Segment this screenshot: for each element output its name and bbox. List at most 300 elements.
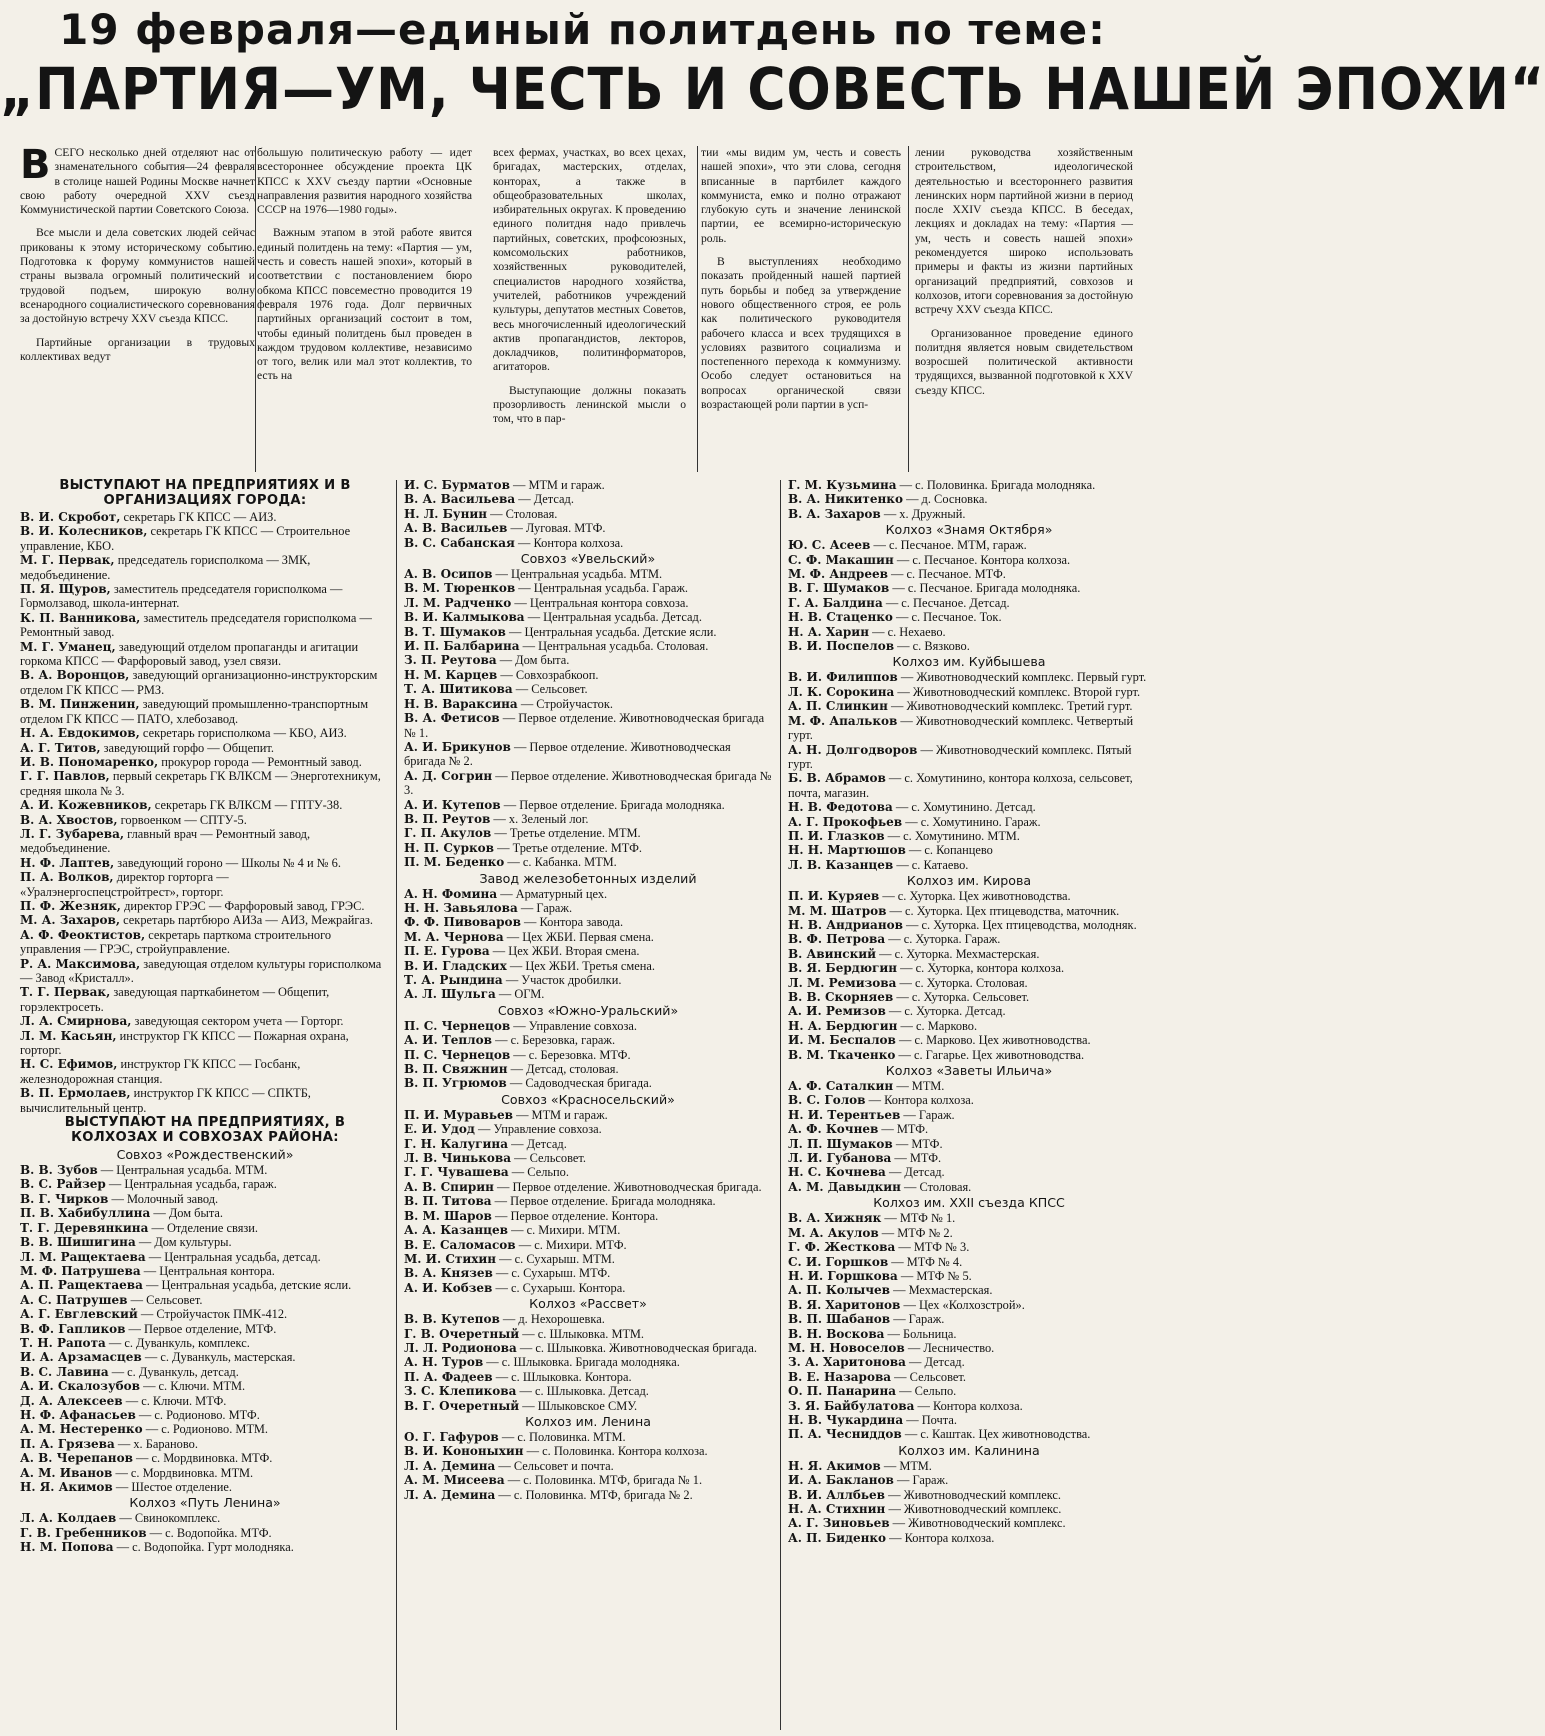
speaker-entry bbox=[20, 697, 390, 726]
speaker-assignment: — Детсад, столовая. bbox=[507, 1062, 619, 1077]
speaker-name: В. И. Поспелов bbox=[788, 639, 895, 654]
speaker-assignment: — с. Михири. МТФ. bbox=[515, 1237, 627, 1252]
speaker-entry bbox=[20, 1408, 390, 1422]
speaker-entry bbox=[20, 1322, 390, 1336]
speaker-entry bbox=[788, 1298, 1150, 1312]
speaker-assignment: — с. Водопойка. МТФ. bbox=[146, 1525, 272, 1540]
speaker-assignment: — с. Копанцево bbox=[905, 843, 993, 858]
speaker-entry bbox=[404, 915, 772, 929]
speaker-name: А. В. Осипов bbox=[404, 567, 493, 582]
speaker-entry bbox=[20, 640, 390, 669]
speaker-name: Н. В. Чукардина bbox=[788, 1412, 904, 1427]
speaker-assignment: — с. Березовка. МТФ. bbox=[510, 1047, 631, 1062]
speaker-assignment: — с. Песчаное. МТМ, гараж. bbox=[870, 538, 1027, 553]
speaker-assignment: — Сельпо. bbox=[896, 1384, 957, 1399]
speaker-name: Л. В. Чинькова bbox=[404, 1151, 512, 1166]
speaker-name: К. П. Ванникова, bbox=[20, 610, 141, 625]
headline bbox=[0, 5, 1545, 124]
speaker-entry bbox=[20, 1264, 390, 1278]
speaker-assignment: — с. Водопойка. Гурт молодняка. bbox=[113, 1540, 294, 1555]
speaker-name: Н. Я. Акимов bbox=[788, 1458, 881, 1473]
speaker-assignment: — с. Хуторка. Цех птицеводства, маточник. bbox=[886, 903, 1120, 918]
speaker-assignment: секретарь горисполкома — КБО, АИЗ. bbox=[139, 726, 347, 741]
speaker-assignment: — Сельсовет и почта. bbox=[495, 1458, 614, 1473]
speaker-assignment: — д. Сосновка. bbox=[902, 492, 988, 507]
speaker-entry bbox=[20, 1163, 390, 1177]
headline-line-2: „ПАРТИЯ—УМ, ЧЕСТЬ И СОВЕСТЬ НАШЕЙ ЭПОХИ“ bbox=[0, 56, 1545, 124]
speaker-assignment: — Гараж. bbox=[893, 1473, 949, 1488]
speaker-assignment: — Контора завода. bbox=[520, 915, 624, 930]
speaker-assignment: секретарь ГК ВЛКСМ — ГПТУ-38. bbox=[151, 798, 343, 813]
speaker-assignment: — Лесничество. bbox=[904, 1340, 995, 1355]
speaker-entry bbox=[404, 1341, 772, 1355]
speaker-assignment: — с. Шлыковка. Контора. bbox=[492, 1369, 632, 1384]
speaker-entry bbox=[788, 961, 1150, 975]
speaker-assignment: — Свинокомплекс. bbox=[116, 1511, 221, 1526]
speaker-name: П. И. Куряев bbox=[788, 889, 880, 904]
section-heading: Колхоз им. XXII съезда КПСС bbox=[873, 1195, 1065, 1211]
speaker-entry bbox=[20, 1014, 390, 1028]
speaker-entry bbox=[788, 1151, 1150, 1165]
speaker-entry bbox=[20, 582, 390, 611]
speaker-name: В. М. Пинженин, bbox=[20, 697, 140, 712]
speaker-entry bbox=[788, 932, 1150, 946]
speaker-name: А. И. Теплов bbox=[404, 1033, 492, 1048]
speaker-entry bbox=[788, 507, 1150, 521]
speaker-name: Л. М. Касьян, bbox=[20, 1028, 117, 1043]
speaker-assignment: — с. Сухарыш. МТМ. bbox=[496, 1251, 615, 1266]
speaker-name: Н. В. Федотова bbox=[788, 800, 893, 815]
speaker-entry bbox=[788, 1033, 1150, 1047]
speaker-entry bbox=[788, 1269, 1150, 1283]
speaker-assignment: — Контора колхоза. bbox=[886, 1530, 995, 1545]
speaker-name: Л. А. Демина bbox=[404, 1458, 496, 1473]
section-heading: ВЫСТУПАЮТ НА ПРЕДПРИЯТИЯХ И В ОРГАНИЗАЦИЯХ ГОРОДА: bbox=[59, 478, 351, 508]
speaker-assignment: — МТМ. bbox=[880, 1458, 932, 1473]
speaker-assignment: — с. Шлыковка. Животноводческая бригада. bbox=[516, 1340, 757, 1355]
speaker-assignment: — Сельсовет. bbox=[127, 1292, 203, 1307]
speaker-entry bbox=[404, 1399, 772, 1413]
speaker-name: Л. А. Колдаев bbox=[20, 1511, 117, 1526]
article-paragraph: Организованное проведение единого политдня является новым свидетельством возросшей политической активности трудящихся, вызванной подготовкой к XXV съезду КПСС. bbox=[915, 326, 1133, 397]
speaker-name: В. М. Ткаченко bbox=[788, 1047, 896, 1062]
speaker-entry bbox=[404, 1327, 772, 1341]
speaker-assignment: — Луговая. МТФ. bbox=[507, 521, 606, 536]
speaker-name: В. А. Никитенко bbox=[788, 492, 903, 507]
speaker-assignment: — Управление совхоза. bbox=[474, 1122, 602, 1137]
speakers-list-column-3 bbox=[788, 478, 1150, 1732]
speaker-name: В. П. Ермолаев, bbox=[20, 1086, 131, 1101]
speaker-name: С. Ф. Макашин bbox=[788, 552, 894, 567]
speaker-entry bbox=[788, 1004, 1150, 1018]
speaker-entry bbox=[20, 1293, 390, 1307]
speaker-assignment: — Дом быта. bbox=[496, 653, 570, 668]
speaker-entry bbox=[404, 1223, 772, 1237]
speaker-name: М. Г. Первак, bbox=[20, 553, 115, 568]
speaker-assignment: — с. Шлыковка. Бригада молодняка. bbox=[483, 1355, 680, 1370]
column-rule bbox=[255, 146, 256, 472]
speaker-name: В. Е. Саломасов bbox=[404, 1237, 516, 1252]
speaker-assignment: — с. Хуторка. Мехмастерская. bbox=[876, 946, 1040, 961]
speaker-entry bbox=[788, 1108, 1150, 1122]
speaker-name: М. А. Акулов bbox=[788, 1225, 879, 1240]
speaker-assignment: — Управление совхоза. bbox=[510, 1018, 637, 1033]
speaker-name: А. Г. Евглевский bbox=[20, 1307, 138, 1322]
speaker-entry bbox=[20, 1480, 390, 1494]
speaker-entry bbox=[404, 987, 772, 1001]
speaker-entry bbox=[404, 1444, 772, 1458]
speaker-name: В. И. Кононыхин bbox=[404, 1444, 524, 1459]
speaker-name: Л. Г. Зубарева, bbox=[20, 826, 125, 841]
speaker-name: В. П. Свяжнин bbox=[404, 1062, 508, 1077]
speaker-assignment: — с. Катаево. bbox=[893, 857, 969, 872]
speaker-entry bbox=[404, 653, 772, 667]
speaker-entry bbox=[404, 812, 772, 826]
speaker-assignment: — ОГМ. bbox=[495, 987, 545, 1002]
speaker-name: Л. А. Демина bbox=[404, 1487, 496, 1502]
speaker-assignment: — с. Каштак. Цех животноводства. bbox=[901, 1427, 1091, 1442]
speaker-name: Г. М. Кузьмина bbox=[788, 478, 897, 492]
speaker-entry bbox=[788, 829, 1150, 843]
speaker-assignment: инструктор ГК КПСС — СПКТБ, вычислительный центр. bbox=[20, 1086, 311, 1115]
speaker-assignment: — Шестое отделение. bbox=[112, 1480, 232, 1494]
speaker-name: А. Н. Фомина bbox=[404, 886, 498, 901]
speaker-assignment: секретарь ГК КПСС — АИЗ. bbox=[120, 510, 277, 524]
speaker-name: Н. Ф. Лаптев, bbox=[20, 855, 115, 870]
speaker-entry bbox=[788, 1122, 1150, 1136]
speaker-name: В. И. Колесников, bbox=[20, 524, 148, 539]
article-paragraph: Важным этапом в этой работе явится единый политдень на тему: «Партия — ум, честь и совесть нашей эпохи», который в соответствии с постановлением бюро обкома КПСС повсеместно проводится 19 февраля 1976 года. Долг первичных партийных организаций состоит в том, чтобы единый политдень был проведен в каждом трудовом коллективе, независимо от того, велик или мал этот коллектив, то есть на bbox=[257, 226, 472, 383]
speaker-name: Н. А. Бердюгин bbox=[788, 1018, 898, 1033]
speaker-name: М. Ф. Андреев bbox=[788, 567, 888, 582]
speaker-name: Н. И. Горшкова bbox=[788, 1268, 898, 1283]
speaker-assignment: — Животноводческий комплекс. bbox=[889, 1516, 1066, 1531]
speaker-assignment: — Центральная усадьба. Детские ясли. bbox=[505, 624, 717, 639]
speaker-assignment: — с. Ключи. МТФ. bbox=[122, 1393, 227, 1408]
speaker-name: А. Д. Согрин bbox=[404, 768, 493, 783]
article-paragraph: СЕГО несколько дней отделяют нас от знаменательного события—24 февраля в столице нашей Родины Москве начнет свою работу очередной XXV съезд Коммунистической партии Советского Союза. bbox=[20, 146, 255, 217]
speaker-assignment: — с. Песчаное. Детсад. bbox=[882, 595, 1010, 610]
speaker-name: Г. Ф. Жесткова bbox=[788, 1240, 896, 1255]
speaker-name: Ю. С. Асеев bbox=[788, 538, 871, 553]
speaker-assignment: — с. Михири. МТМ. bbox=[508, 1223, 621, 1238]
speaker-assignment: — с. Дуванкуль, мастерская. bbox=[141, 1350, 296, 1365]
speaker-name: В. Ф. Петрова bbox=[788, 932, 886, 947]
speaker-name: М. И. Стихин bbox=[404, 1251, 497, 1266]
speaker-name: А. В. Черепанов bbox=[20, 1451, 133, 1466]
speaker-name: Г. А. Балдина bbox=[788, 595, 883, 610]
speaker-assignment: — с. Половинка. Контора колхоза. bbox=[523, 1444, 708, 1459]
section-heading: Совхоз «Южно-Уральский» bbox=[497, 1002, 679, 1018]
speaker-name: Л. К. Сорокина bbox=[788, 684, 895, 699]
section-heading: Колхоз им. Калинина bbox=[898, 1442, 1040, 1458]
speaker-assignment: заведующий гороно — Школы № 4 и № 6. bbox=[114, 855, 341, 870]
speaker-entry bbox=[404, 536, 772, 550]
speaker-name: А. П. Ращектаева bbox=[20, 1278, 143, 1293]
speaker-name: Т. Г. Деревянкина bbox=[20, 1220, 149, 1235]
speaker-assignment: — Столовая. bbox=[900, 1179, 972, 1194]
speaker-entry bbox=[788, 1488, 1150, 1502]
speaker-entry bbox=[788, 1370, 1150, 1384]
speaker-entry bbox=[404, 1238, 772, 1252]
speaker-name: Н. М. Карцев bbox=[404, 667, 498, 682]
speaker-entry bbox=[20, 813, 390, 827]
speaker-assignment: — с. Нехаево. bbox=[868, 624, 946, 639]
column-rule bbox=[697, 146, 698, 472]
drop-cap: В bbox=[20, 142, 51, 188]
speaker-entry bbox=[20, 1192, 390, 1206]
speaker-entry bbox=[404, 901, 772, 915]
speaker-name: А. Н. Долгодворов bbox=[788, 742, 918, 757]
speaker-assignment: — Сельпо. bbox=[508, 1165, 569, 1180]
article-paragraph: большую политическую работу — идет всестороннее обсуждение проекта ЦК КПСС к XXV съезду партии «Основные направления развития народного хозяйства СССР на 1976—1980 годы». bbox=[257, 146, 472, 217]
speaker-entry bbox=[788, 1341, 1150, 1355]
speaker-assignment: главный врач — Ремонтный завод, медобъединение. bbox=[20, 826, 311, 856]
speaker-assignment: — Центральная контора. bbox=[140, 1263, 275, 1278]
speaker-entry bbox=[404, 973, 772, 987]
speaker-assignment: — с. Песчаное. Контора колхоза. bbox=[893, 552, 1071, 567]
speaker-entry bbox=[788, 889, 1150, 903]
speaker-assignment: — Сельсовет. bbox=[512, 682, 588, 697]
section-heading: Колхоз «Рассвет» bbox=[529, 1296, 647, 1312]
speaker-assignment: — с. Сухарыш. Контора. bbox=[492, 1280, 626, 1295]
speaker-entry bbox=[788, 918, 1150, 932]
speaker-name: А. М. Иванов bbox=[20, 1465, 113, 1480]
speaker-entry bbox=[788, 1502, 1150, 1516]
speaker-name: П. И. Муравьев bbox=[404, 1107, 513, 1122]
speaker-name: А. М. Мисеева bbox=[404, 1473, 505, 1488]
speaker-name: А. Г. Зиновьев bbox=[788, 1516, 890, 1531]
speaker-entry bbox=[20, 1379, 390, 1393]
speaker-name: В. В. Зубов bbox=[20, 1163, 98, 1178]
speaker-entry bbox=[20, 870, 390, 899]
section-heading: Совхоз «Рождественский» bbox=[116, 1147, 294, 1163]
speaker-name: В. С. Голов bbox=[788, 1093, 866, 1108]
speaker-name: А. В. Спирин bbox=[404, 1179, 494, 1194]
speaker-assignment: — Цех ЖБИ. Первая смена. bbox=[503, 929, 654, 944]
speaker-name: А. В. Васильев bbox=[404, 521, 508, 536]
speaker-assignment: — Цех «Колхозстрой». bbox=[900, 1297, 1025, 1312]
speaker-assignment: — Дом культуры. bbox=[135, 1235, 232, 1250]
speaker-entry bbox=[788, 581, 1150, 595]
speaker-entry bbox=[404, 1209, 772, 1223]
article-paragraph: лении руководства хозяйственным строительством, идеологической деятельностью и всестороннего развития ленинских норм партийной жизни в период после XXIV съезда КПСС. В беседах, лекциях и докладах на тему: «Партия — ум, честь и совесть нашей эпохи» рекомендуется широко использовать примеры и факты из жизни партийных организаций предприятий, совхозов и колхозов, итоги соревнования за достойную встречу XXV съезда КПСС. bbox=[915, 146, 1133, 317]
speaker-name: И. П. Балбарина bbox=[404, 639, 520, 654]
speaker-entry bbox=[20, 985, 390, 1014]
speaker-assignment: директор ГРЭС — Фарфоровый завод, ГРЭС. bbox=[120, 898, 365, 913]
speaker-name: П. А. Волков, bbox=[20, 870, 114, 885]
speaker-entry bbox=[404, 930, 772, 944]
article-column-1 bbox=[20, 142, 255, 472]
speaker-assignment: — Первое отделение. Животноводческая бригада № 2. bbox=[404, 739, 731, 769]
speaker-name: А. М. Давыдкин bbox=[788, 1179, 901, 1194]
speaker-name: Ф. Ф. Пивоваров bbox=[404, 915, 521, 930]
speaker-entry bbox=[404, 625, 772, 639]
speaker-name: И. С. Бурматов bbox=[404, 478, 510, 492]
speaker-assignment: — х. Бараново. bbox=[114, 1436, 198, 1451]
speaker-assignment: — Участок дробилки. bbox=[502, 973, 622, 987]
speaker-name: В. П. Шабанов bbox=[788, 1312, 891, 1327]
speaker-name: П. С. Чернецов bbox=[404, 1047, 511, 1062]
speaker-name: Е. И. Удод bbox=[404, 1122, 475, 1137]
article-paragraph: Выступающие должны показать прозорливость ленинской мысли о том, что в пар- bbox=[493, 383, 686, 426]
speaker-entry bbox=[788, 743, 1150, 772]
speaker-entry bbox=[788, 1531, 1150, 1545]
speaker-entry bbox=[20, 1029, 390, 1058]
speaker-entry bbox=[788, 492, 1150, 506]
speaker-assignment: — с. Хуторка. Цех птицеводства, молодняк. bbox=[902, 917, 1137, 932]
speaker-assignment: — Первое отделение. Животноводческая бригада № 1. bbox=[404, 711, 765, 740]
speaker-name: П. Я. Щуров, bbox=[20, 582, 111, 597]
speaker-name: О. Г. Гафуров bbox=[404, 1429, 499, 1444]
speaker-name: В. В. Кутепов bbox=[404, 1312, 500, 1327]
section-heading: Совхоз «Увельский» bbox=[520, 551, 656, 567]
speaker-assignment: — Центральная усадьба. Столовая. bbox=[519, 639, 709, 654]
speaker-name: М. Г. Уманец, bbox=[20, 639, 116, 654]
speaker-assignment: — Животноводческий комплекс. Четвертый гурт. bbox=[788, 713, 1134, 743]
article-paragraph: всех фермах, участках, во всех цехах, бригадах, мастерских, отделах, конторах, а также в общеобразовательных школах, избирательных округах. К проведению единого политдня надо привлечь партийных, советских, профсоюзных, комсомольских работников, хозяйственных руководителей, специалистов народного хозяйства, учителей, работников учреждений культуры, депутатов местных Советов, весь многочисленный идеологический актив пропагандистов, лекторов, докладчиков, политинформаторов, агитаторов. bbox=[493, 146, 686, 374]
speaker-assignment: — Гараж. bbox=[900, 1107, 955, 1122]
speaker-entry bbox=[20, 510, 390, 524]
speaker-name: З. Я. Байбулатова bbox=[788, 1398, 915, 1413]
speaker-assignment: — с. Хуторка, контора колхоза. bbox=[897, 961, 1065, 976]
speaker-entry bbox=[788, 1240, 1150, 1254]
speaker-entry bbox=[404, 740, 772, 769]
speaker-assignment: — Столовая. bbox=[487, 506, 558, 521]
speaker-name: В. Г. Шумаков bbox=[788, 581, 890, 596]
speaker-entry bbox=[404, 610, 772, 624]
speaker-assignment: — Животноводческий комплекс. Первый гурт. bbox=[897, 670, 1147, 685]
speaker-name: Н. Н. Мартюшов bbox=[788, 843, 906, 858]
speaker-entry bbox=[404, 826, 772, 840]
speaker-name: В. П. Титова bbox=[404, 1194, 492, 1209]
speaker-name: В. Ф. Гапликов bbox=[20, 1321, 126, 1336]
speaker-name: Н. А. Харин bbox=[788, 624, 869, 639]
speaker-name: В. В. Шишигина bbox=[20, 1235, 136, 1250]
article-paragraph: тии «мы видим ум, честь и совесть нашей эпохи», что эти слова, сегодня вписанные в партбилет каждого коммуниста, емко и полно отражают глубокую суть и значение ленинской партии, ее всемирно-историческую роль. bbox=[701, 146, 901, 245]
section-heading: Завод железобетонных изделий bbox=[479, 870, 697, 886]
speaker-entry bbox=[404, 1122, 772, 1136]
speaker-name: М. Ф. Апальков bbox=[788, 713, 898, 728]
speaker-name: Г. Н. Калугина bbox=[404, 1136, 508, 1151]
speaker-assignment: — Больница. bbox=[884, 1326, 957, 1341]
speaker-assignment: — с. Дуванкуль, детсад. bbox=[108, 1364, 239, 1379]
speaker-assignment: — с. Половинка. Бригада молодняка. bbox=[896, 478, 1096, 492]
section-heading: Колхоз им. Кирова bbox=[906, 873, 1032, 889]
section-heading: Колхоз «Путь Ленина» bbox=[129, 1495, 281, 1511]
speaker-name: В. В. Скорняев bbox=[788, 990, 894, 1004]
speaker-entry bbox=[404, 1384, 772, 1398]
speaker-entry bbox=[788, 699, 1150, 713]
speaker-assignment: заведующий горфо — Общепит. bbox=[100, 740, 274, 755]
speaker-entry bbox=[788, 1211, 1150, 1225]
speaker-name: А. И. Скалозубов bbox=[20, 1379, 140, 1394]
speaker-name: Н. А. Евдокимов, bbox=[20, 726, 140, 741]
speaker-name: В. А. Воронцов, bbox=[20, 668, 130, 683]
speaker-assignment: — с. Мордвиновка. МТМ. bbox=[112, 1465, 254, 1480]
speaker-name: В. А. Хижняк bbox=[788, 1211, 882, 1226]
speaker-entry bbox=[20, 1511, 390, 1525]
speaker-entry bbox=[404, 1312, 772, 1326]
speaker-entry bbox=[404, 521, 772, 535]
speaker-assignment: — с. Кабанка. МТМ. bbox=[504, 855, 617, 870]
speaker-assignment: — с. Марково. bbox=[897, 1018, 978, 1033]
speaker-entry bbox=[404, 798, 772, 812]
section-heading: Колхоз им. Куйбышева bbox=[892, 654, 1046, 670]
speaker-assignment: — х. Зеленый лог. bbox=[490, 811, 589, 826]
speaker-entry bbox=[404, 1019, 772, 1033]
speaker-entry bbox=[20, 668, 390, 697]
speaker-entry bbox=[20, 755, 390, 769]
column-rule bbox=[780, 480, 781, 1730]
speaker-assignment: инструктор ГК КПСС — Пожарная охрана, горторг. bbox=[20, 1028, 349, 1058]
speaker-entry bbox=[788, 1516, 1150, 1530]
article-column-3 bbox=[493, 146, 686, 472]
speaker-name: П. И. Глазков bbox=[788, 828, 885, 843]
speaker-assignment: — с. Хуторка. Детсад. bbox=[885, 1004, 1006, 1019]
speaker-entry bbox=[404, 1266, 772, 1280]
speaker-name: Л. М. Ремизова bbox=[788, 975, 897, 990]
speaker-entry bbox=[20, 769, 390, 798]
speaker-entry bbox=[20, 1466, 390, 1480]
speaker-assignment: — с. Песчаное. Ток. bbox=[892, 610, 1002, 625]
speaker-name: Л. И. Губанова bbox=[788, 1151, 892, 1166]
speaker-assignment: прокурор города — Ремонтный завод. bbox=[158, 754, 362, 769]
speaker-name: Н. И. Терентьев bbox=[788, 1107, 901, 1122]
speaker-name: Г. В. Гребенников bbox=[20, 1525, 147, 1540]
speaker-assignment: — с. Песчаное. МТФ. bbox=[887, 567, 1006, 582]
speaker-entry bbox=[20, 1221, 390, 1235]
speakers-list-column-2 bbox=[404, 478, 772, 1732]
speaker-assignment: — Первое отделение. Контора. bbox=[491, 1208, 659, 1223]
speaker-entry bbox=[20, 553, 390, 582]
speaker-entry bbox=[788, 538, 1150, 552]
speaker-entry bbox=[788, 1427, 1150, 1441]
speaker-entry bbox=[20, 1437, 390, 1451]
speaker-entry bbox=[788, 639, 1150, 653]
speaker-entry bbox=[788, 1255, 1150, 1269]
article-column-5 bbox=[915, 146, 1133, 472]
speaker-assignment: — с. Вязково. bbox=[894, 639, 970, 654]
speaker-name: В. Т. Шумаков bbox=[404, 624, 506, 639]
speaker-assignment: — с. Ключи. МТМ. bbox=[139, 1379, 246, 1394]
speaker-entry bbox=[788, 1413, 1150, 1427]
speaker-name: А. С. Патрушев bbox=[20, 1292, 128, 1307]
speaker-assignment: — с. Хуторка. Гараж. bbox=[885, 932, 1001, 947]
speaker-name: В. А. Хвостов, bbox=[20, 812, 118, 827]
speaker-entry bbox=[788, 1327, 1150, 1341]
speaker-name: З. С. Клепикова bbox=[404, 1384, 517, 1399]
speaker-entry bbox=[404, 1281, 772, 1295]
speaker-entry bbox=[404, 769, 772, 798]
speaker-assignment: — Цех ЖБИ. Вторая смена. bbox=[489, 944, 640, 959]
speaker-assignment: — с. Половинка. МТФ, бригада № 1. bbox=[504, 1473, 703, 1488]
speaker-entry bbox=[788, 670, 1150, 684]
speaker-entry bbox=[788, 800, 1150, 814]
speaker-name: В. С. Райзер bbox=[20, 1177, 106, 1192]
speaker-entry bbox=[20, 1451, 390, 1465]
speaker-name: А. М. Нестеренко bbox=[20, 1422, 143, 1437]
speaker-assignment: — МТМ и гараж. bbox=[512, 1107, 608, 1122]
speaker-assignment: — Гараж. bbox=[890, 1312, 945, 1327]
speaker-name: В. Н. Воскова bbox=[788, 1326, 885, 1341]
speaker-entry bbox=[404, 1370, 772, 1384]
speaker-name: Т. А. Рындина bbox=[404, 973, 503, 987]
speaker-assignment: — Первое отделение. Животноводческая бригада. bbox=[493, 1179, 762, 1194]
speaker-entry bbox=[20, 928, 390, 957]
speaker-assignment: — с. Сухарыш. МТФ. bbox=[492, 1266, 611, 1281]
speaker-name: А. П. Колычев bbox=[788, 1283, 890, 1298]
